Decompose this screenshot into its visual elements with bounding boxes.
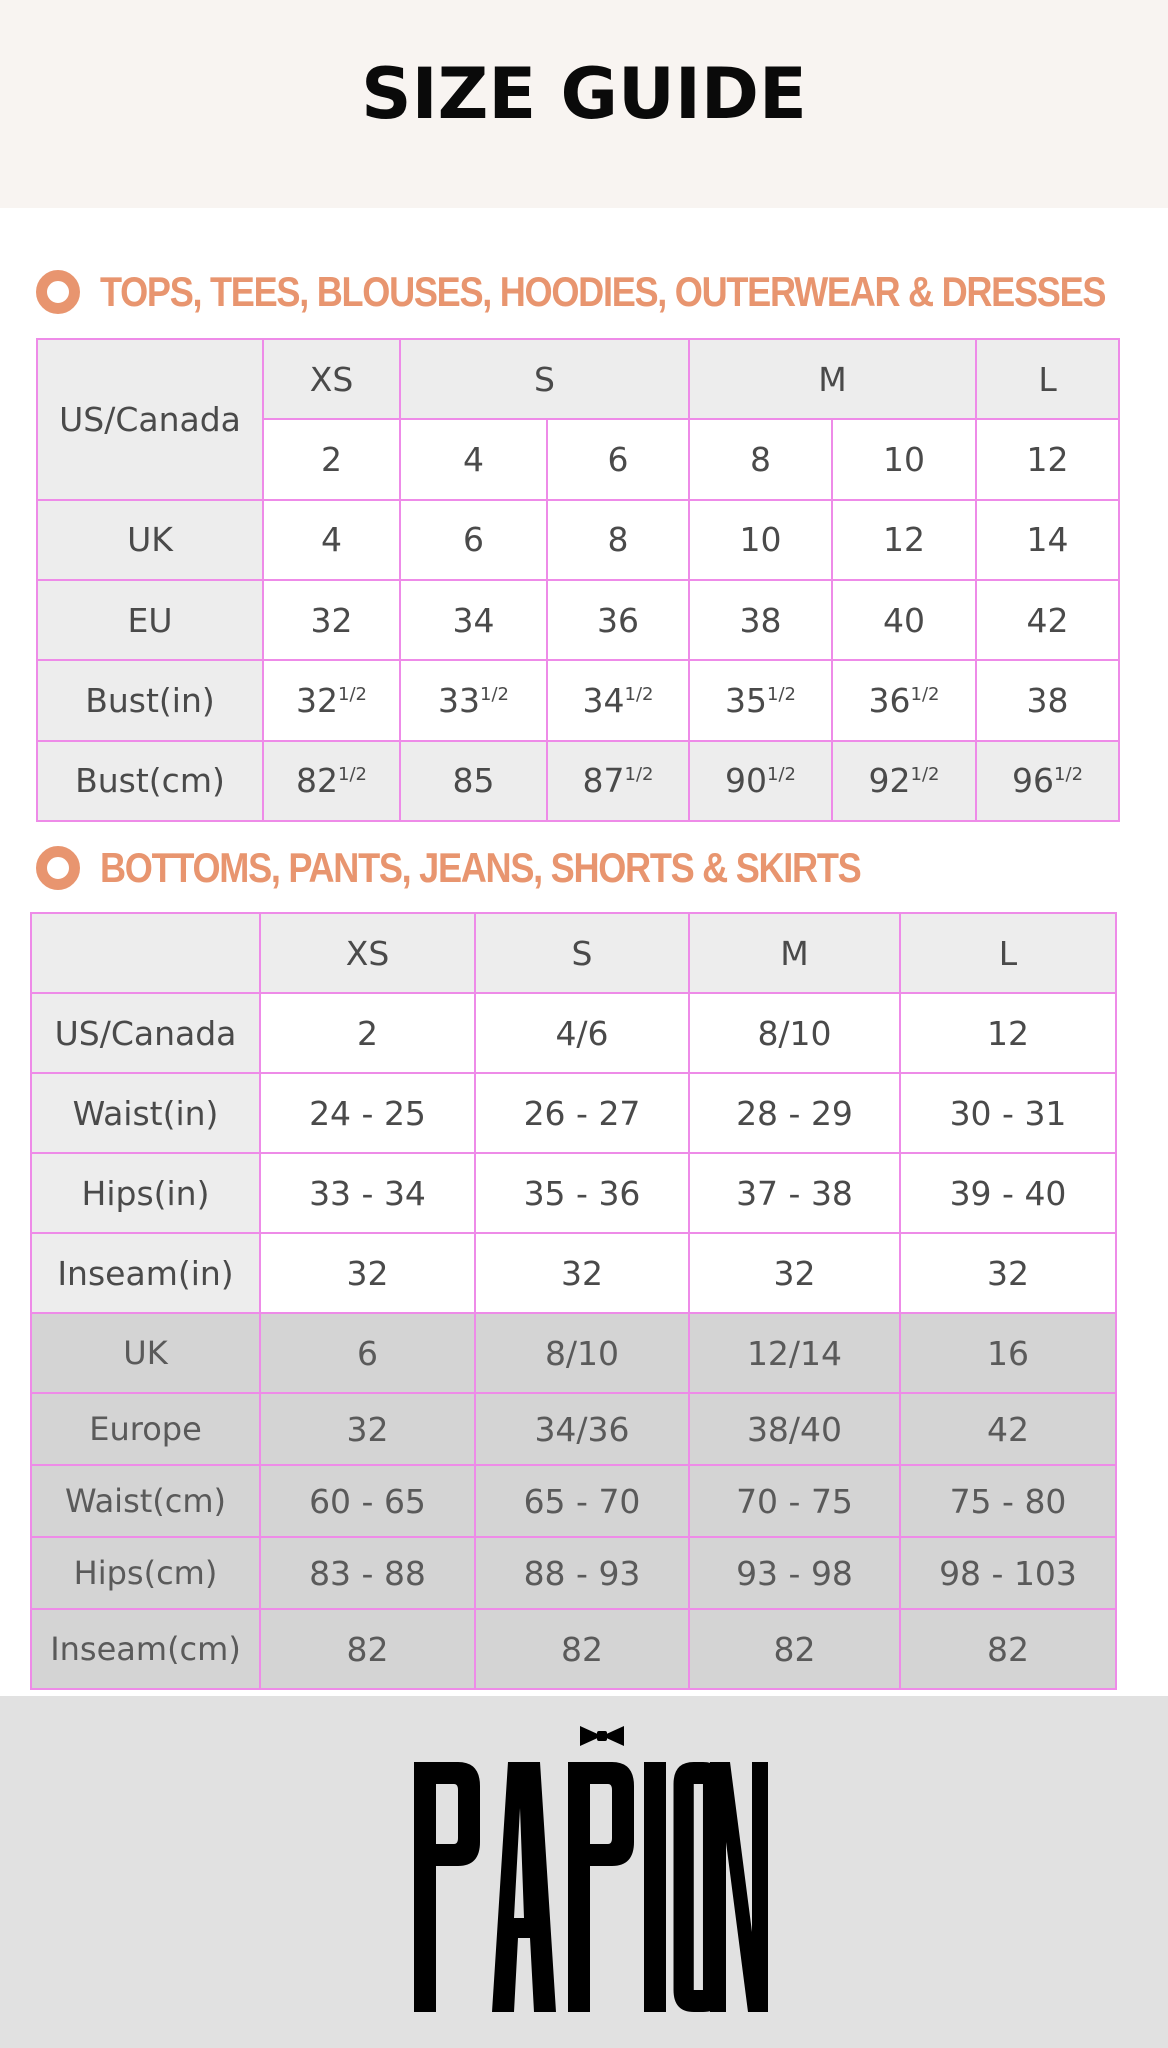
metric-row	[31, 1609, 1116, 1689]
cell-fraction: 1/2	[338, 764, 367, 786]
tops-section-heading	[36, 262, 1168, 322]
table-cell	[400, 741, 547, 821]
cell-fraction: 1/2	[624, 764, 654, 786]
row-label: UK	[31, 1313, 260, 1393]
table-row	[31, 993, 1116, 1073]
bottoms-size-row	[31, 913, 1116, 993]
bottoms-heading-text: BOTTOMS, PANTS, JEANS, SHORTS & SKIRTS	[100, 844, 861, 891]
table-cell: 65 - 70	[475, 1465, 689, 1537]
table-cell: 82	[900, 1609, 1116, 1689]
tops-size-row	[37, 339, 1119, 419]
table-cell: 98 - 103	[900, 1537, 1116, 1609]
cell-value: 36	[868, 680, 911, 720]
us-canada-label: US/Canada	[37, 339, 263, 500]
table-cell	[400, 660, 547, 740]
brand-footer	[0, 1696, 1168, 2048]
table-cell: 32	[475, 1233, 689, 1313]
table-cell: 8/10	[689, 993, 900, 1073]
metric-row	[31, 1313, 1116, 1393]
bottoms-size-table	[30, 912, 1117, 1690]
table-row	[31, 1073, 1116, 1153]
size-header-s: S	[400, 339, 689, 419]
table-cell: 26 - 27	[475, 1073, 689, 1153]
table-cell: 2	[260, 993, 475, 1073]
cell-value: 96	[1012, 761, 1055, 801]
table-cell	[263, 660, 400, 740]
table-cell: 12/14	[689, 1313, 900, 1393]
cell-fraction: 1/2	[1054, 764, 1084, 786]
row-label: Waist(cm)	[31, 1465, 260, 1537]
table-cell	[832, 660, 976, 740]
table-cell: 28 - 29	[689, 1073, 900, 1153]
row-label: Bust(in)	[37, 660, 263, 740]
row-label: Europe	[31, 1393, 260, 1465]
bullet-icon	[36, 846, 80, 890]
table-cell: 82	[475, 1609, 689, 1689]
table-cell: 8	[547, 500, 689, 580]
table-cell: 10	[832, 419, 976, 499]
table-cell: 12	[900, 993, 1116, 1073]
size-header-l: L	[976, 339, 1119, 419]
row-label: UK	[37, 500, 263, 580]
table-cell: 83 - 88	[260, 1537, 475, 1609]
table-cell: 82	[260, 1609, 475, 1689]
row-label: Inseam(in)	[31, 1233, 260, 1313]
cell-value: 82	[296, 761, 339, 801]
size-header-m: M	[689, 339, 976, 419]
table-cell: 37 - 38	[689, 1153, 900, 1233]
table-cell: 42	[976, 580, 1119, 660]
table-cell	[976, 741, 1119, 821]
table-cell: 34/36	[475, 1393, 689, 1465]
cell-value: 32	[296, 680, 339, 720]
table-cell: 38	[689, 580, 832, 660]
cell-value: 38	[1026, 680, 1069, 720]
table-cell: 8	[689, 419, 832, 499]
cell-fraction: 1/2	[480, 683, 509, 705]
size-header-xs: XS	[263, 339, 400, 419]
page-header	[0, 0, 1168, 208]
table-cell: 32	[260, 1233, 475, 1313]
table-cell: 8/10	[475, 1313, 689, 1393]
table-cell: 24 - 25	[260, 1073, 475, 1153]
table-cell: 30 - 31	[900, 1073, 1116, 1153]
row-label: US/Canada	[31, 993, 260, 1073]
table-cell: 10	[689, 500, 832, 580]
bow-tie-icon	[580, 1726, 624, 1746]
row-label: Hips(in)	[31, 1153, 260, 1233]
metric-row	[31, 1465, 1116, 1537]
table-cell	[976, 660, 1119, 740]
table-cell: 14	[976, 500, 1119, 580]
table-cell: 38/40	[689, 1393, 900, 1465]
cell-value: 90	[725, 761, 768, 801]
table-cell	[832, 741, 976, 821]
table-row	[37, 741, 1119, 821]
tops-heading-text: TOPS, TEES, BLOUSES, HOODIES, OUTERWEAR & DRESSES	[100, 268, 1106, 315]
table-cell: 2	[263, 419, 400, 499]
table-cell: 4	[400, 419, 547, 499]
table-cell: 4	[263, 500, 400, 580]
table-cell: 12	[832, 500, 976, 580]
cell-value: 33	[438, 680, 481, 720]
cell-value: 85	[452, 761, 495, 801]
table-row	[31, 1153, 1116, 1233]
row-label: Waist(in)	[31, 1073, 260, 1153]
row-label: Inseam(cm)	[31, 1609, 260, 1689]
table-cell: 6	[400, 500, 547, 580]
brand-logo	[394, 1712, 774, 2032]
table-cell	[689, 660, 832, 740]
cell-value: 92	[868, 761, 911, 801]
cell-fraction: 1/2	[767, 764, 796, 786]
cell-fraction: 1/2	[767, 683, 796, 705]
metric-row	[31, 1537, 1116, 1609]
table-cell: 6	[260, 1313, 475, 1393]
table-cell	[263, 741, 400, 821]
table-cell: 82	[689, 1609, 900, 1689]
page-title: SIZE GUIDE	[361, 53, 807, 135]
table-cell: 6	[547, 419, 689, 499]
table-cell: 35 - 36	[475, 1153, 689, 1233]
tops-size-table	[36, 338, 1120, 822]
table-cell: 33 - 34	[260, 1153, 475, 1233]
cell-fraction: 1/2	[910, 764, 940, 786]
table-row	[37, 580, 1119, 660]
table-cell	[547, 660, 689, 740]
cell-value: 34	[582, 680, 625, 720]
cell-fraction: 1/2	[338, 683, 367, 705]
bullet-icon	[36, 270, 80, 314]
table-cell: 32	[689, 1233, 900, 1313]
table-cell: 34	[400, 580, 547, 660]
size-header-xs: XS	[260, 913, 475, 993]
table-row	[31, 1233, 1116, 1313]
table-cell: 16	[900, 1313, 1116, 1393]
table-cell	[547, 741, 689, 821]
metric-row	[31, 1393, 1116, 1465]
cell-value: 87	[582, 761, 625, 801]
table-cell: 60 - 65	[260, 1465, 475, 1537]
row-label: EU	[37, 580, 263, 660]
cell-value: 35	[725, 680, 768, 720]
bottoms-section-heading	[36, 838, 984, 898]
row-label: Bust(cm)	[37, 741, 263, 821]
table-cell: 88 - 93	[475, 1537, 689, 1609]
table-cell: 12	[976, 419, 1119, 499]
table-cell: 70 - 75	[689, 1465, 900, 1537]
table-cell: 32	[900, 1233, 1116, 1313]
size-header-l: L	[900, 913, 1116, 993]
table-cell: 39 - 40	[900, 1153, 1116, 1233]
brand-name	[774, 1712, 775, 1713]
size-header-m: M	[689, 913, 900, 993]
size-header-s: S	[475, 913, 689, 993]
table-cell: 32	[260, 1393, 475, 1465]
table-cell: 40	[832, 580, 976, 660]
papion-logo-graphic	[394, 1712, 774, 2032]
table-row	[37, 660, 1119, 740]
row-label: Hips(cm)	[31, 1537, 260, 1609]
table-row	[37, 500, 1119, 580]
cell-fraction: 1/2	[910, 683, 940, 705]
empty-corner-cell	[31, 913, 260, 993]
table-cell: 36	[547, 580, 689, 660]
table-cell: 4/6	[475, 993, 689, 1073]
cell-fraction: 1/2	[624, 683, 654, 705]
table-cell: 32	[263, 580, 400, 660]
table-cell: 42	[900, 1393, 1116, 1465]
table-cell: 93 - 98	[689, 1537, 900, 1609]
table-cell	[689, 741, 832, 821]
table-cell: 75 - 80	[900, 1465, 1116, 1537]
